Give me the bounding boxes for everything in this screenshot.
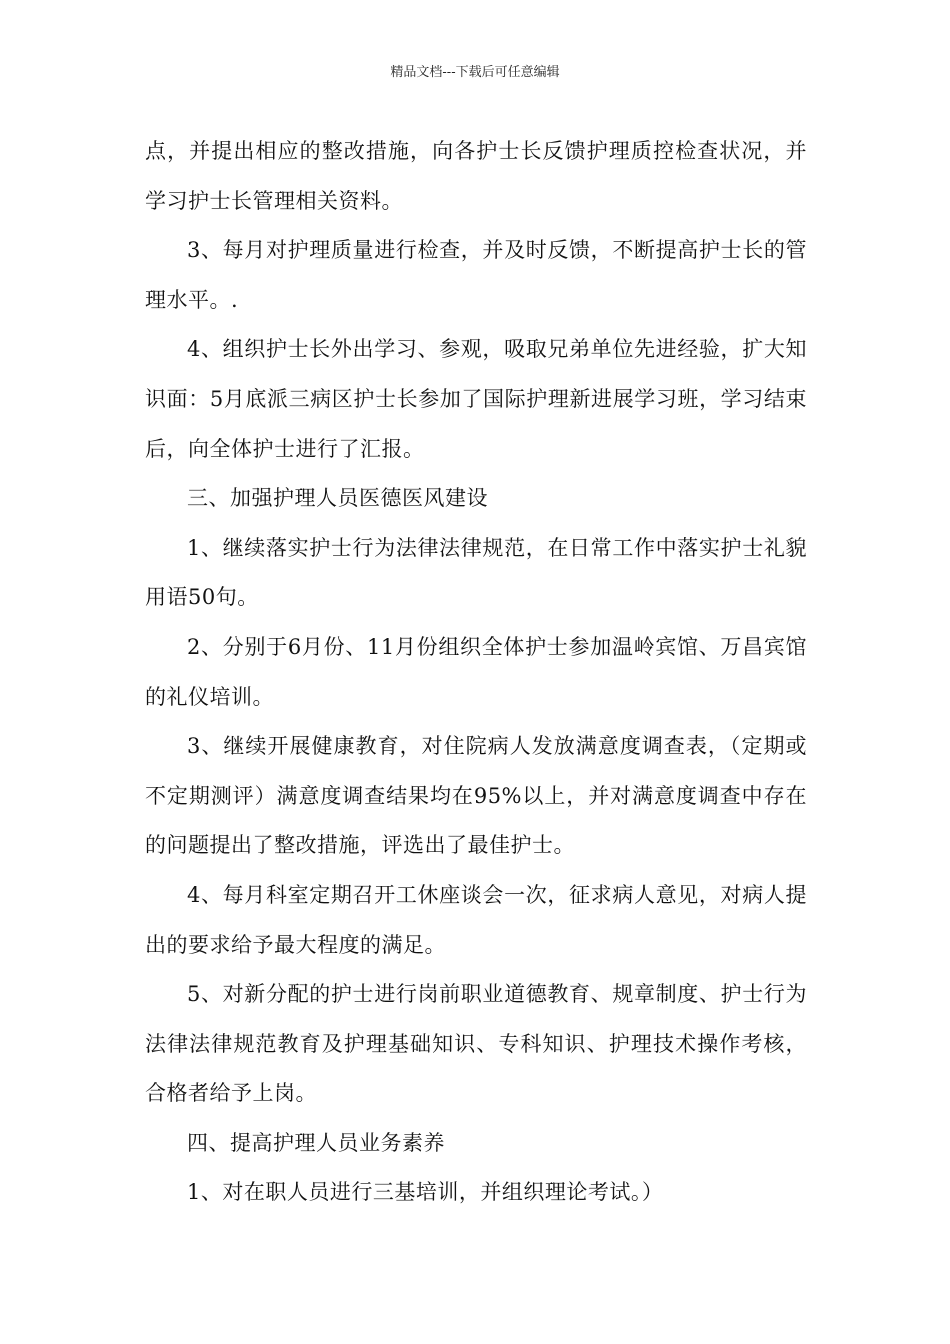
paragraph-item-3: 3、每月对护理质量进行检查，并及时反馈，不断提高护士长的管理水平。.: [145, 238, 807, 312]
document-body: [145, 127, 807, 1218]
paragraph-item-1: 1、继续落实护士行为法律法律规范，在日常工作中落实护士礼貌用语50句。: [145, 535, 807, 610]
section-heading-4: 四、提高护理人员业务素养: [187, 1130, 445, 1155]
paragraph-continuation: 点，并提出相应的整改措施，向各护士长反馈护理质控检查状况，并学习护士长管理相关资料。: [145, 139, 807, 213]
paragraph-item-5: 5、对新分配的护士进行岗前职业道德教育、规章制度、护士行为法律法律规范教育及护理基础知识、专科知识、护理技术操作考核，合格者给予上岗。: [145, 982, 807, 1106]
paragraph-item-4: 4、组织护士长外出学习、参观，吸取兄弟单位先进经验，扩大知识面：5月底派三病区护士长参加了国际护理新进展学习班，学习结束后，向全体护士进行了汇报。: [145, 337, 807, 461]
paragraph-item-1b: 1、对在职人员进行三基培训，并组织理论考试。）: [187, 1180, 664, 1205]
paragraph-item-4b: 4、每月科室定期召开工休座谈会一次，征求病人意见，对病人提出的要求给予最大程度的满足。: [145, 882, 807, 957]
paragraph-item-3b: 3、继续开展健康教育，对住院病人发放满意度调查表，（定期或不定期测评）满意度调查结果均在95%以上，并对满意度调查中存在的问题提出了整改措施，评选出了最佳护士。: [145, 734, 807, 858]
paragraph-item-2: 2、分别于6月份、11月份组织全体护士参加温岭宾馆、万昌宾馆的礼仪培训。: [145, 634, 807, 709]
section-heading-3: 三、加强护理人员医德医风建设: [187, 486, 488, 511]
page-header: 精品文档---下载后可任意编辑: [390, 65, 560, 80]
